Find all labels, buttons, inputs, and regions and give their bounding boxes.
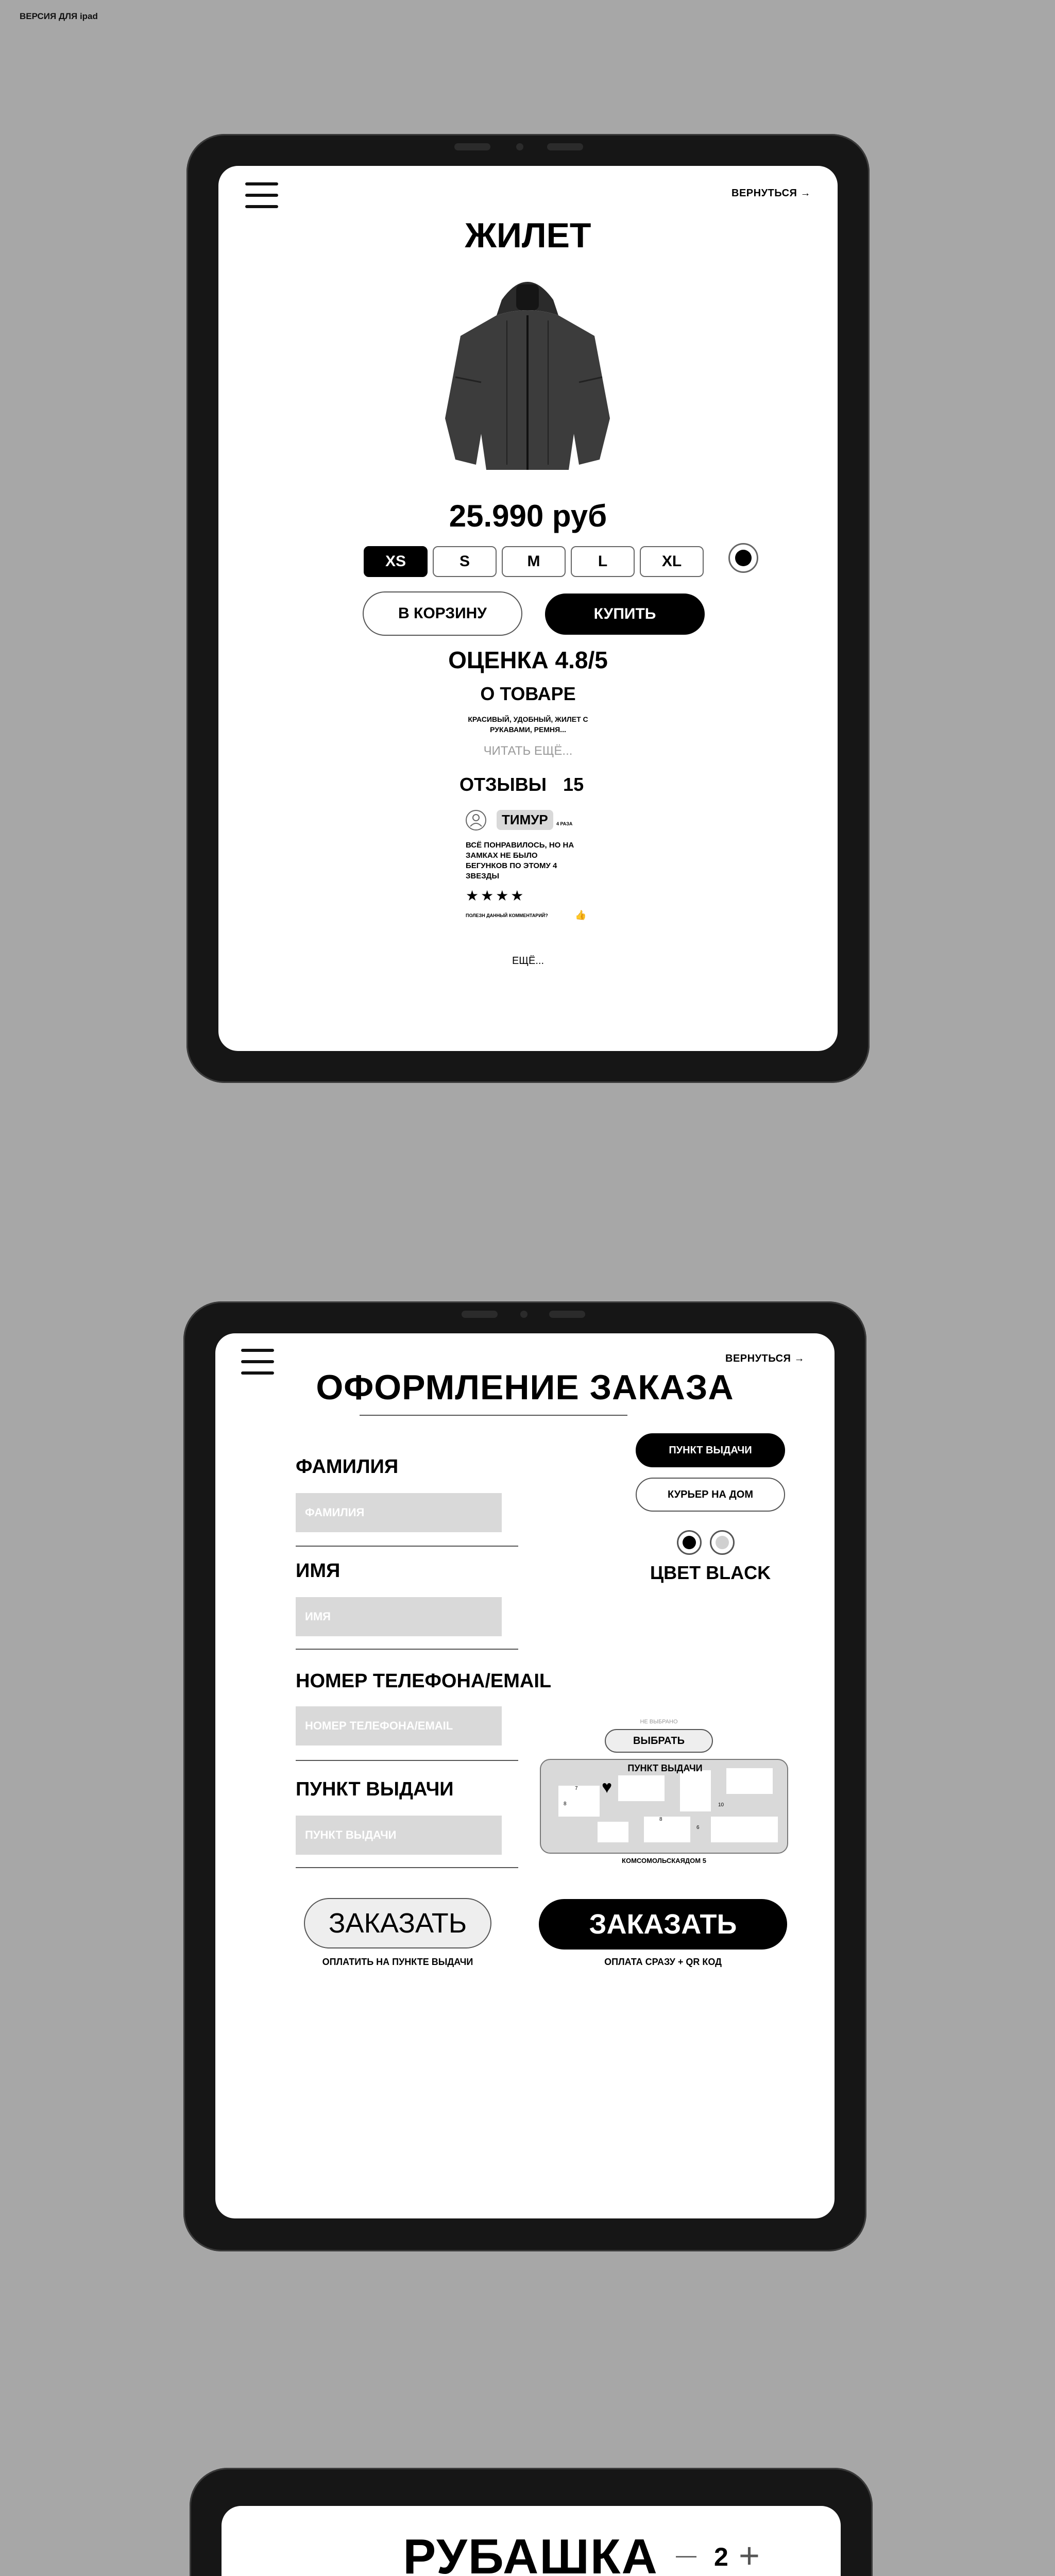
divider	[296, 1649, 518, 1650]
map-number: 10	[718, 1802, 724, 1808]
map-number: 8	[564, 1801, 567, 1807]
back-link[interactable]	[725, 1353, 805, 1365]
review-stars: ★★★★	[466, 888, 526, 904]
title-divider	[360, 1415, 627, 1416]
size-option-xs[interactable]: XS	[364, 546, 428, 577]
size-option-l[interactable]: L	[571, 546, 635, 577]
avatar	[466, 810, 486, 831]
color-dark-swatch[interactable]	[677, 1530, 702, 1555]
phone-label: НОМЕР ТЕЛЕФОНА/EMAIL	[296, 1670, 552, 1692]
firstname-label: ИМЯ	[296, 1560, 341, 1582]
lastname-label: ФАМИЛИЯ	[296, 1456, 399, 1478]
ipad-frame-product	[186, 134, 870, 1083]
decrease-quantity-button[interactable]: —	[676, 2544, 696, 2567]
review-text: БЕГУНКОВ ПО ЭТОМУ 4	[466, 861, 557, 870]
pickup-label: ПУНКТ ВЫДАЧИ	[296, 1778, 454, 1800]
buy-button[interactable]: КУПИТЬ	[545, 594, 705, 635]
color-swatch-fill	[735, 550, 752, 566]
map-number: 7	[575, 1786, 578, 1791]
pickup-status: НЕ ВЫБРАНО	[640, 1719, 678, 1725]
review-text: ЗАМКАХ НЕ БЫЛО	[466, 851, 538, 860]
map-block	[618, 1775, 665, 1801]
map-pin-icon: ♥	[602, 1777, 612, 1797]
map-address: КОМСОМОЛЬСКАЯДОМ 5	[622, 1857, 706, 1865]
more-reviews-link[interactable]: ЕЩЁ...	[512, 955, 544, 967]
size-option-s[interactable]: S	[433, 546, 497, 577]
map-block	[711, 1817, 778, 1842]
helpful-question: ПОЛЕЗН ДАННЫЙ КОММЕНТАРИЙ?	[466, 913, 548, 918]
reviews-heading	[460, 774, 584, 795]
thumbs-up-icon[interactable]: 👍	[575, 910, 587, 920]
review-text: ВСЁ ПОНРАВИЛОСЬ, НО НА	[466, 841, 574, 850]
color-swatch[interactable]	[728, 543, 758, 573]
camera-bar	[549, 1311, 585, 1318]
reviews-count: 15	[563, 774, 584, 795]
about-text: КРАСИВЫЙ, УДОБНЫЙ, ЖИЛЕТ С	[468, 715, 588, 723]
order-pay-on-pickup-button[interactable]: ЗАКАЗАТЬ	[304, 1898, 491, 1948]
pickup-map[interactable]	[540, 1759, 788, 1854]
ipad-frame-checkout	[183, 1301, 866, 2251]
order-pay-now-button[interactable]: ЗАКАЗАТЬ	[539, 1899, 787, 1950]
color-light-swatch[interactable]	[710, 1530, 735, 1555]
color-label: ЦВЕТ BLACK	[650, 1562, 771, 1583]
order-pay-now-note: ОПЛАТА СРАЗУ + QR КОД	[604, 1957, 722, 1967]
lastname-input[interactable]: ФАМИЛИЯ	[296, 1493, 502, 1532]
user-icon	[467, 811, 485, 829]
add-to-cart-button[interactable]: В КОРЗИНУ	[363, 591, 522, 636]
screen-shirt	[222, 2506, 841, 2576]
size-option-m[interactable]: M	[502, 546, 566, 577]
camera-bar	[454, 143, 490, 150]
choose-pickup-button[interactable]: ВЫБРАТЬ	[605, 1729, 713, 1753]
version-label: ВЕРСИЯ ДЛЯ ipad	[20, 11, 98, 21]
screen-checkout	[215, 1333, 835, 2218]
map-number: 6	[696, 1825, 700, 1831]
map-title: ПУНКТ ВЫДАЧИ	[627, 1763, 703, 1773]
map-block	[680, 1770, 711, 1811]
swatch-fill	[716, 1536, 729, 1549]
camera-bar	[462, 1311, 498, 1318]
product-image	[424, 264, 631, 490]
rating: ОЦЕНКА 4.8/5	[448, 647, 608, 673]
back-link[interactable]	[731, 188, 811, 199]
about-text: РУКАВАМИ, РЕМНЯ...	[490, 725, 566, 734]
firstname-input[interactable]: ИМЯ	[296, 1597, 502, 1636]
price: 25.990 руб	[449, 499, 607, 533]
page-title: ОФОРМЛЕНИЕ ЗАКАЗА	[316, 1368, 734, 1407]
swatch-fill	[683, 1536, 696, 1549]
arrow-right-icon: →	[800, 188, 811, 199]
order-pay-on-pickup-note: ОПЛАТИТЬ НА ПУНКТЕ ВЫДАЧИ	[322, 1957, 473, 1967]
page-title: ЖИЛЕТ	[465, 216, 591, 255]
ipad-frame-shirt	[190, 2468, 873, 2576]
pickup-input[interactable]: ПУНКТ ВЫДАЧИ	[296, 1816, 502, 1855]
map-block	[644, 1817, 690, 1842]
page-title: РУБАШКА	[403, 2529, 658, 2576]
phone-input[interactable]: НОМЕР ТЕЛЕФОНА/EMAIL	[296, 1706, 502, 1745]
screen-product	[218, 166, 838, 1051]
divider	[296, 1867, 518, 1868]
reviewer-name: ТИМУР	[497, 810, 553, 830]
divider	[296, 1760, 518, 1761]
review-text: ЗВЕЗДЫ	[466, 872, 500, 880]
back-label: ВЕРНУТЬСЯ	[725, 1353, 791, 1364]
divider	[296, 1546, 518, 1547]
increase-quantity-button[interactable]: +	[739, 2535, 760, 2575]
reviewer-note: 4 РАЗА	[556, 821, 573, 826]
quantity-value: 2	[714, 2543, 728, 2571]
reviews-label: ОТЗЫВЫ	[460, 774, 547, 795]
camera-dot	[516, 143, 523, 150]
arrow-right-icon: →	[794, 1353, 805, 1364]
back-label: ВЕРНУТЬСЯ	[731, 188, 797, 199]
size-option-xl[interactable]: XL	[640, 546, 704, 577]
map-block	[598, 1822, 628, 1842]
delivery-courier-button[interactable]: КУРЬЕР НА ДОМ	[636, 1478, 785, 1512]
camera-dot	[520, 1311, 528, 1318]
menu-icon[interactable]	[245, 182, 278, 208]
about-title: О ТОВАРЕ	[480, 683, 576, 704]
delivery-pickup-button[interactable]: ПУНКТ ВЫДАЧИ	[636, 1433, 785, 1467]
camera-bar	[547, 143, 583, 150]
read-more-link[interactable]: ЧИТАТЬ ЕЩЁ...	[483, 744, 573, 758]
map-number: 8	[659, 1817, 662, 1822]
